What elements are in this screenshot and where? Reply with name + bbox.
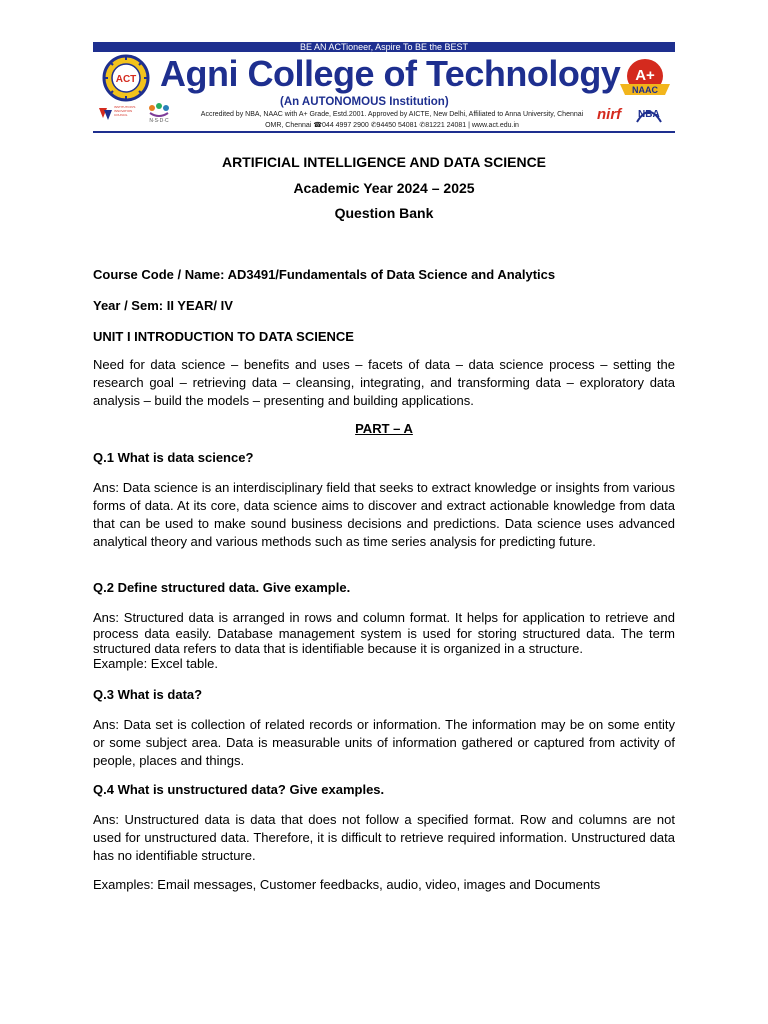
nirf-label: nirf <box>597 106 622 123</box>
answer-4: Ans: Unstructured data is data that does not follow a specified format. Row and columns are not used for unstructured data. Therefore, it is difficult to retrieve required information. Unstructured data has no identifiable structure. <box>93 812 675 863</box>
nba-label: NBA <box>638 109 660 120</box>
document-type: Question Bank <box>334 205 434 221</box>
naac-label: NAAC <box>632 85 658 95</box>
college-name: Agni College of Technology <box>160 53 621 94</box>
question-4: Q.4 What is unstructured data? Give examples. <box>93 782 385 797</box>
answer-4-examples: Examples: Email messages, Customer feedbacks, audio, video, images and Documents <box>93 877 601 892</box>
course-code-name: Course Code / Name: AD3491/Fundamentals of Data Science and Analytics <box>93 267 556 282</box>
naac-grade: A+ <box>635 67 655 84</box>
question-1: Q.1 What is data science? <box>93 450 254 465</box>
question-2: Q.2 Define structured data. Give example. <box>93 580 351 595</box>
department-title: ARTIFICIAL INTELLIGENCE AND DATA SCIENCE <box>221 154 547 170</box>
nsdc-label: N·S·D·C <box>149 118 169 124</box>
question-3: Q.3 What is data? <box>93 687 203 702</box>
innovation-council-logo <box>96 105 142 127</box>
naac-badge <box>618 58 672 98</box>
accreditation-line-1: Accredited by NBA, NAAC with A+ Grade, Estd.2001. Approved by AICTE, New Delhi, Affiliated to Anna University, Chennai <box>200 111 584 118</box>
answer-3: Ans: Data set is collection of related records or information. The information may be on some entity or some subject area. Data is measurable units of information gathered or captured from activity of people, places and things. <box>93 717 675 768</box>
answer-1: Ans: Data science is an interdisciplinary field that seeks to extract knowledge or insights from various forms of data. At its core, data science aims to discover and extract actionable knowledge from data that can be used to make sound business decisions and predictions. Data science uses advanced analytical theory and various methods such as time series analysis for predicting future. <box>93 480 675 549</box>
unit-syllabus: Need for data science – benefits and uses – facets of data – data science process – setting the research goal – retrieving data – cleansing, integrating, and transforming data – exploratory data analysis – build the models – presenting and building applications. <box>93 357 675 408</box>
accreditation-line-2: OMR, Chennai ☎044 4997 2900 ✆94450 54081 ✆81221 24081 | www.act.edu.in <box>265 121 519 129</box>
nirf-logo <box>597 104 631 126</box>
academic-year: Academic Year 2024 – 2025 <box>293 180 475 196</box>
part-heading: PART – A <box>355 421 413 436</box>
college-logo <box>97 54 155 102</box>
autonomous-label: (An AUTONOMOUS Institution) <box>280 96 449 108</box>
unit-title: UNIT I INTRODUCTION TO DATA SCIENCE <box>93 329 354 344</box>
nba-logo <box>634 104 664 126</box>
letterhead-tagline: BE AN ACTioneer, Aspire To BE the BEST <box>93 42 675 52</box>
logo-text: ACT <box>115 74 137 85</box>
accreditation-text <box>196 110 588 131</box>
nsdc-logo <box>144 101 174 127</box>
answer-2: Ans: Structured data is arranged in rows and column format. It helps for application to retrieve and process data easily. Database management system is used for storing structured data. The term structured data refers to data that is identifiable because it is organized in a structure. <box>93 610 675 656</box>
answer-2-example: Example: Excel table. <box>93 656 219 671</box>
innovation-council-label: INSTITUTION'S INNOVATION COUNCIL <box>114 105 136 117</box>
letterhead-divider <box>93 131 675 133</box>
year-sem: Year / Sem: II YEAR/ IV <box>93 298 233 313</box>
